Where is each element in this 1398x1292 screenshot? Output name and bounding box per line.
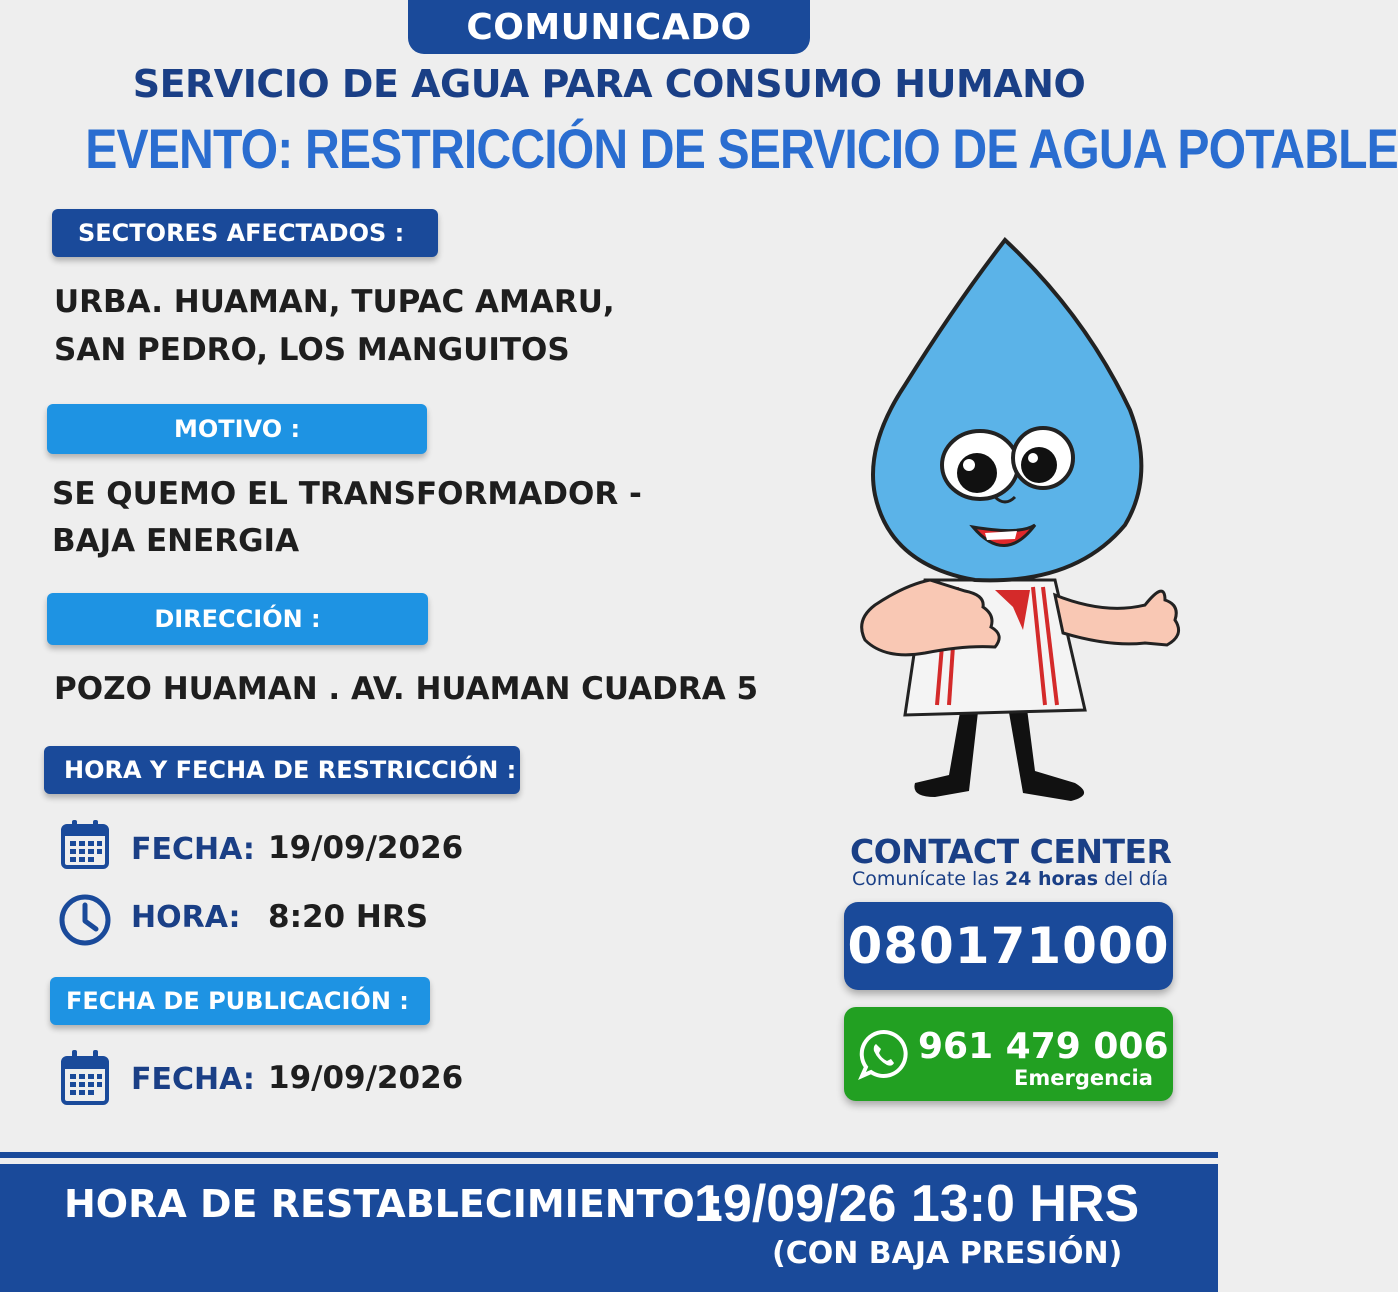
- comunicado-tag: COMUNICADO: [408, 0, 810, 54]
- footer-divider: [0, 1152, 1218, 1158]
- restablecimiento-note: (CON BAJA PRESIÓN): [772, 1236, 1123, 1271]
- whatsapp-number: 961 479 006: [918, 1026, 1169, 1067]
- publicacion-fecha-label: FECHA:: [131, 1062, 255, 1097]
- publicacion-label: FECHA DE PUBLICACIÓN :: [50, 977, 430, 1025]
- motivo-label: MOTIVO :: [47, 404, 427, 454]
- motivo-line-1: SE QUEMO EL TRANSFORMADOR -: [52, 476, 642, 512]
- contact-center-subtitle: [852, 868, 1168, 890]
- restablecimiento-value: 19/09/26 13:0 HRS: [694, 1175, 1140, 1233]
- clock-icon: [58, 893, 112, 947]
- contact-sub-bold: 24 horas: [1004, 868, 1099, 890]
- calendar-icon: [60, 818, 110, 870]
- contact-sub-suffix: del día: [1098, 868, 1169, 890]
- event-title: EVENTO: RESTRICCIÓN DE SERVICIO DE AGUA POTABLE: [85, 117, 1398, 180]
- service-subtitle: SERVICIO DE AGUA PARA CONSUMO HUMANO: [132, 62, 1086, 106]
- restriccion-fecha-value: 19/09/2026: [268, 830, 464, 866]
- restriccion-hora-label: HORA:: [131, 900, 241, 935]
- whatsapp-label: Emergencia: [1014, 1066, 1153, 1090]
- restriccion-hora-value: 8:20 HRS: [268, 899, 429, 935]
- motivo-line-2: BAJA ENERGIA: [52, 523, 300, 559]
- calendar-icon: [60, 1048, 110, 1106]
- sectores-label: SECTORES AFECTADOS :: [52, 209, 438, 257]
- sectores-line-1: URBA. HUAMAN, TUPAC AMARU,: [54, 284, 615, 320]
- restablecimiento-label: HORA DE RESTABLECIMIENTO :: [64, 1182, 724, 1226]
- restriccion-fecha-label: FECHA:: [131, 832, 255, 867]
- contact-center-title: CONTACT CENTER: [850, 832, 1172, 871]
- sectores-line-2: SAN PEDRO, LOS MANGUITOS: [54, 332, 570, 368]
- whatsapp-icon: [858, 1028, 910, 1080]
- contact-sub-prefix: Comunícate las: [852, 868, 1005, 890]
- publicacion-fecha-value: 19/09/2026: [268, 1060, 464, 1096]
- direccion-value: POZO HUAMAN . AV. HUAMAN CUADRA 5: [54, 671, 759, 707]
- water-drop-mascot: [845, 235, 1190, 805]
- restriccion-label: HORA Y FECHA DE RESTRICCIÓN :: [44, 746, 520, 794]
- phone-number-button[interactable]: 080171000: [844, 902, 1173, 990]
- direccion-label: DIRECCIÓN :: [47, 593, 428, 645]
